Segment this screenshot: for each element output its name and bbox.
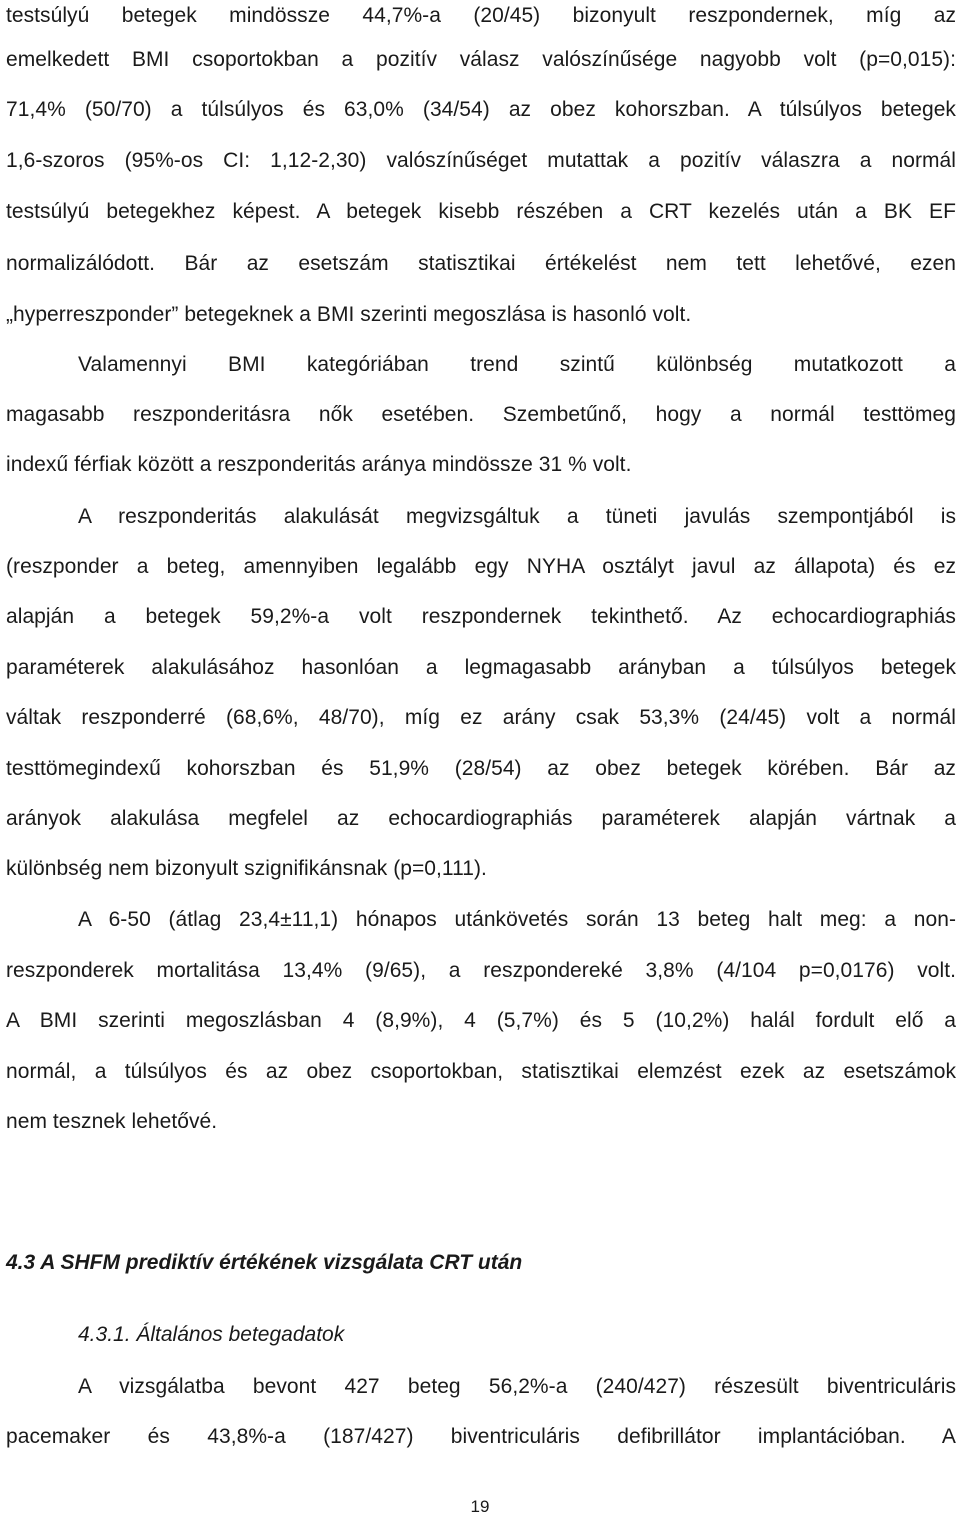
subsection-heading: 4.3.1. Általános betegadatok bbox=[78, 1323, 345, 1346]
body-text-line: A BMI szerinti megoszlásban 4 (8,9%), 4 (5,7%) és 5 (10,2%) halál fordult elő a bbox=[6, 1009, 956, 1032]
body-text-line: 1,6-szoros (95%-os CI: 1,12-2,30) valószínűséget mutattak a pozitív válaszra a normál bbox=[6, 149, 956, 172]
body-text-line: normál, a túlsúlyos és az obez csoportokban, statisztikai elemzést ezek az esetszámok bbox=[6, 1060, 956, 1083]
section-heading: 4.3 A SHFM prediktív értékének vizsgálata CRT után bbox=[6, 1251, 523, 1274]
body-text-line: alapján a betegek 59,2%-a volt reszpondernek tekinthető. Az echocardiographiás bbox=[6, 605, 956, 628]
body-text-line: A reszponderitás alakulását megvizsgáltuk a tüneti javulás szempontjából is bbox=[78, 505, 956, 528]
body-text-line: testtömegindexű kohorszban és 51,9% (28/54) az obez betegek körében. Bár az bbox=[6, 757, 956, 780]
body-text-line: indexű férfiak között a reszponderitás aránya mindössze 31 % volt. bbox=[6, 453, 632, 476]
body-text-line: A vizsgálatba bevont 427 beteg 56,2%-a (240/427) részesült biventriculáris bbox=[78, 1375, 956, 1398]
body-text-line: váltak reszponderré (68,6%, 48/70), míg ez arány csak 53,3% (24/45) volt a normál bbox=[6, 706, 956, 729]
page-number: 19 bbox=[470, 1497, 490, 1516]
body-text-line: különbség nem bizonyult szignifikánsnak (p=0,111). bbox=[6, 857, 487, 880]
body-text-line: (reszponder a beteg, amennyiben legalább egy NYHA osztályt javul az állapota) és ez bbox=[6, 555, 956, 578]
body-text-line: normalizálódott. Bár az esetszám statisztikai értékelést nem tett lehetővé, ezen bbox=[6, 252, 956, 275]
body-text-line: testsúlyú betegekhez képest. A betegek kisebb részében a CRT kezelés után a BK EF bbox=[6, 200, 956, 223]
body-text-line: reszponderek mortalitása 13,4% (9/65), a reszpondereké 3,8% (4/104 p=0,0176) volt. bbox=[6, 959, 956, 982]
body-text-line: Valamennyi BMI kategóriában trend szintű különbség mutatkozott a bbox=[78, 353, 956, 376]
body-text-line: „hyperreszponder” betegeknek a BMI szerinti megoszlása is hasonló volt. bbox=[6, 303, 692, 326]
body-text-line: emelkedett BMI csoportokban a pozitív válasz valószínűsége nagyobb volt (p=0,015): bbox=[6, 48, 956, 71]
body-text-line: testsúlyú betegek mindössze 44,7%-a (20/45) bizonyult reszpondernek, míg az bbox=[6, 4, 956, 27]
body-text-line: A 6-50 (átlag 23,4±11,1) hónapos utánkövetés során 13 beteg halt meg: a non- bbox=[78, 908, 956, 931]
body-text-line: paraméterek alakulásához hasonlóan a legmagasabb arányban a túlsúlyos betegek bbox=[6, 656, 956, 679]
body-text-line: nem tesznek lehetővé. bbox=[6, 1110, 218, 1133]
body-text-line: pacemaker és 43,8%-a (187/427) biventriculáris defibrillátor implantációban. A bbox=[6, 1425, 956, 1448]
body-text-line: arányok alakulása megfelel az echocardiographiás paraméterek alapján vártnak a bbox=[6, 807, 956, 830]
body-text-line: magasabb reszponderitásra nők esetében. Szembetűnő, hogy a normál testtömeg bbox=[6, 403, 956, 426]
body-text-line: 71,4% (50/70) a túlsúlyos és 63,0% (34/54) az obez kohorszban. A túlsúlyos betegek bbox=[6, 98, 956, 121]
